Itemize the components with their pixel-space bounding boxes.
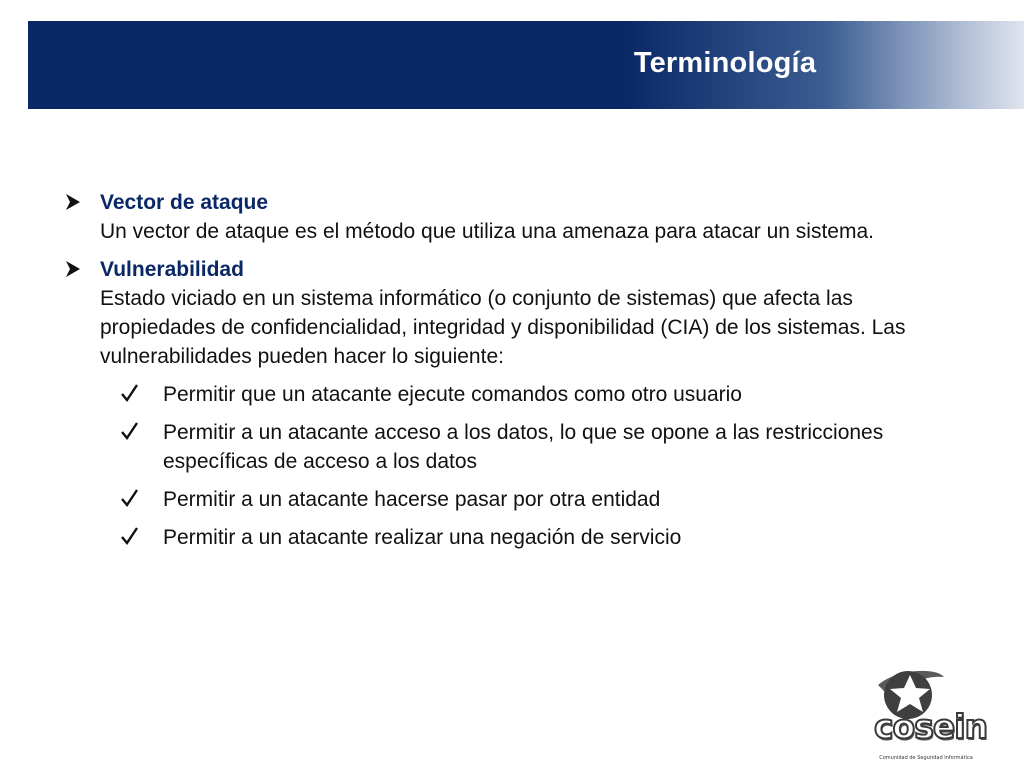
list-item bbox=[63, 523, 963, 552]
bullet-text: Estado viciado en un sistema informático (o conjunto de sistemas) que afecta las propiedades de confidencialidad, integridad y disponibilidad (CIA) de los sistemas. Las vulnerabilidades pueden hacer lo siguiente: bbox=[100, 287, 906, 368]
checkmark-icon bbox=[121, 489, 138, 507]
logo-wordmark: cosein bbox=[874, 707, 988, 746]
bullet-vector-de-ataque bbox=[63, 188, 963, 246]
check-text: Permitir a un atacante hacerse pasar por otra entidad bbox=[163, 488, 661, 511]
slide-content bbox=[63, 188, 963, 561]
bullet-vulnerabilidad bbox=[63, 255, 963, 371]
list-item bbox=[63, 380, 963, 409]
check-text: Permitir que un atacante ejecute comandos como otro usuario bbox=[163, 383, 742, 406]
check-text: Permitir a un atacante acceso a los datos, lo que se opone a las restricciones específicas de acceso a los datos bbox=[163, 421, 884, 473]
page-title: Terminología bbox=[633, 47, 817, 79]
bullet-title: Vulnerabilidad bbox=[100, 258, 244, 281]
list-item bbox=[63, 418, 963, 476]
arrow-bullet-icon bbox=[65, 193, 81, 211]
checkmark-icon bbox=[121, 422, 138, 440]
check-text: Permitir a un atacante realizar una negación de servicio bbox=[163, 526, 682, 549]
checkmark-icon bbox=[121, 527, 138, 545]
checkmark-icon bbox=[121, 384, 138, 402]
bullet-text: Un vector de ataque es el método que utiliza una amenaza para atacar un sistema. bbox=[100, 220, 874, 243]
title-bar bbox=[28, 21, 1024, 109]
list-item bbox=[63, 485, 963, 514]
check-list bbox=[63, 380, 963, 552]
bullet-title: Vector de ataque bbox=[100, 191, 269, 214]
arrow-bullet-icon bbox=[65, 260, 81, 278]
logo-tagline: Comunidad de Seguridad Informática bbox=[879, 755, 973, 761]
